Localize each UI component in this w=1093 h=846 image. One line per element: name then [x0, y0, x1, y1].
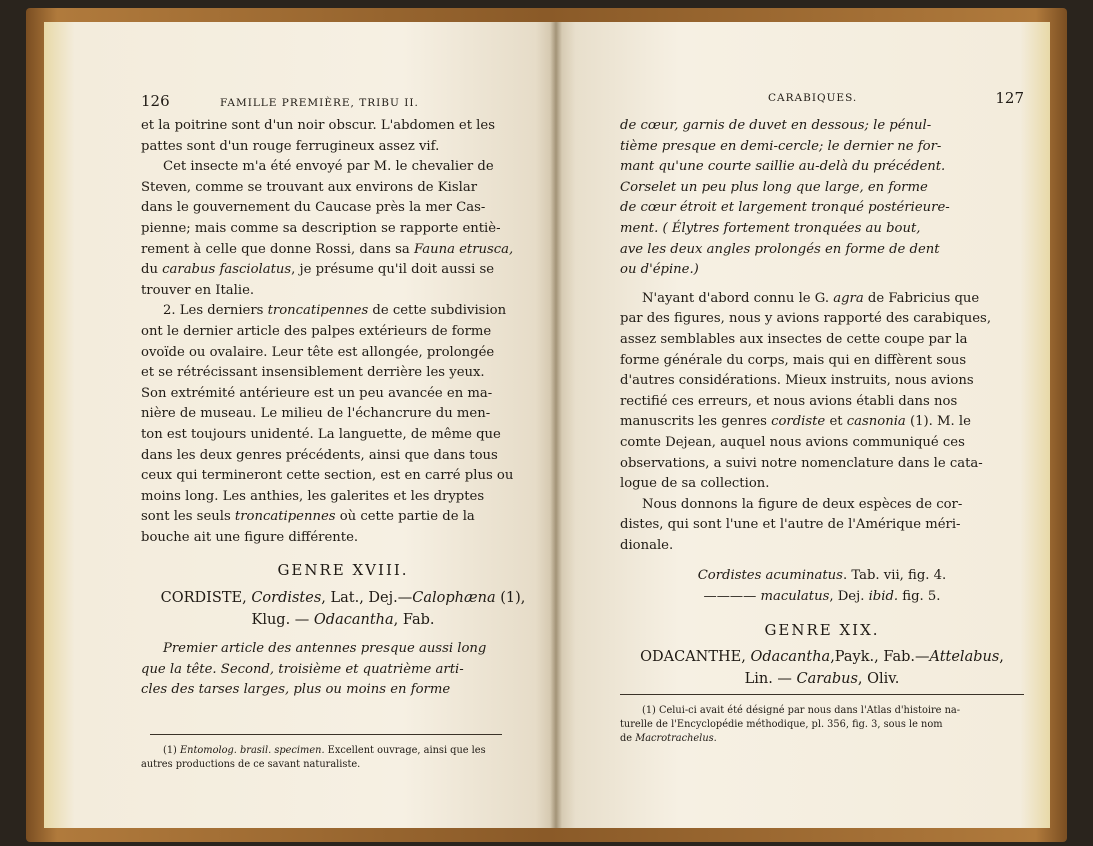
paragraph: Nous donnons la figure de deux espèces de cor- distes, qui sont l'une et l'autre de l'Amérique méri- dionale. — [620, 496, 963, 553]
left-page — [44, 22, 556, 828]
right-running-title: CARABIQUES. — [768, 92, 858, 104]
right-footnote: (1) Celui-ci avait été désigné par nous dans l'Atlas d'histoire na- turelle de l'Encyclopédie méthodique, pl. 356, fig. 3, sous le nom de Macrotrachelus. — [620, 705, 961, 744]
left-running-head — [141, 92, 545, 110]
paragraph: Cet insecte m'a été envoyé par M. le chevalier de Steven, comme se trouvant aux environs de Kislar dans le gouvernement du Caucase près la mer Cas- pienne; mais comme sa description se rapporte entiè- rement à celle que donne Rossi, dans sa Fauna etrusca, du carabus fasciolatus, je présume qu'il doit aussi se trouver en Italie. — [141, 159, 514, 298]
left-footnote: (1) Entomolog. brasil. specimen. Excellent ouvrage, ainsi que les autres productions de ce savant naturaliste. — [141, 745, 486, 770]
genre-names: ODACANTHE, Odacantha,Payk., Fab.—Attelabus, Lin. — Carabus, Oliv. — [640, 649, 1004, 688]
footnote-rule — [620, 694, 1024, 695]
genre-names: CORDISTE, Cordistes, Lat., Dej.—Calophæna (1), Klug. — Odacantha, Fab. — [160, 590, 526, 629]
right-page-number: 127 — [995, 89, 1024, 107]
genre-heading: GENRE XIX. — [764, 620, 880, 639]
paragraph: N'ayant d'abord connu le G. agra de Fabricius que par des figures, nous y avions rapporté des carabiques, assez semblables aux insectes de cette coupe par la forme générale du corps, mais qui en diffèrent sous d'autres considérations. Mieux instruits, nous avions rectifié ces erreurs, et nous avions établi dans nos manuscrits les genres cordiste et casnonia (1). M. le comte Dejean, auquel nous avions communiqué ces observations, a suivi notre nomenclature dans le cata- logue de sa collection. — [620, 290, 992, 492]
paragraph: 2. Les derniers troncatipennes de cette subdivision ont le dernier article des palpes extérieurs de forme ovoïde ou ovalaire. Leur tête est allongée, prolongée et se rétrécissant insensiblement derrière les yeux. Son extrémité antérieure est un peu avancée en ma- nière de museau. Le milieu de l'échancrure du men- ton est toujours unidenté. La languette, de même que dans les deux genres précédents, ainsi que dans tous ceux qui termineront cette section, est en carré plus ou moins long. Les anthies, les galerites et les dryptes sont les seuls troncatipennes où cette partie de la bouche ait une figure différente. — [141, 303, 514, 545]
book-gutter — [550, 22, 562, 828]
right-column — [620, 116, 1024, 690]
left-running-title: FAMILLE PREMIÈRE, TRIBU II. — [219, 97, 419, 109]
paragraph: et la poitrine sont d'un noir obscur. L'abdomen et les pattes sont d'un rouge ferrugineux assez vif. — [141, 118, 495, 154]
left-page-number: 126 — [141, 92, 170, 110]
left-column — [141, 116, 545, 701]
species-list: Cordistes acuminatus. Tab. vii, fig. 4. ———— maculatus, Dej. ibid. fig. 5. — [697, 568, 947, 605]
genre-heading: GENRE XVIII. — [277, 561, 409, 580]
description-continued: de cœur, garnis de duvet en dessous; le pénul- tième presque en demi-cercle; le dernier ne for- mant qu'une courte saillie au-delà du précédent. Corselet un peu plus long que large, en forme de cœur étroit et largement tronqué postérieure- ment. ( Élytres fortement tronquées au bout, ave les deux angles prolongés en forme de dent ou d'épine.) — [620, 118, 950, 278]
footnote-rule — [150, 734, 502, 735]
genre-description: Premier article des antennes presque aussi long que la tête. Second, troisième et quatrième arti- cles des tarses larges, plus ou moins en forme — [141, 641, 487, 698]
right-page — [556, 22, 1050, 828]
